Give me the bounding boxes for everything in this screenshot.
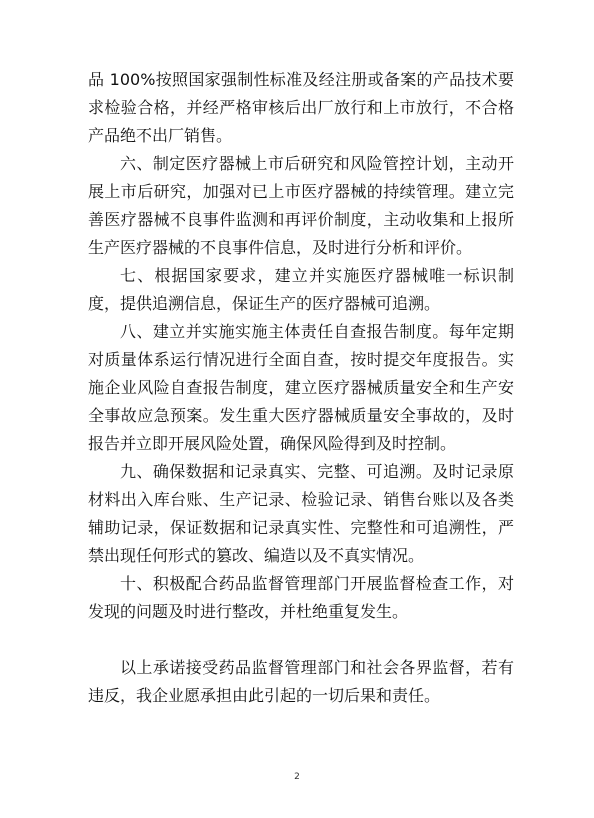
paragraph-gap — [88, 626, 514, 654]
closing-statement: 以上承诺接受药品监督管理部门和社会各界监督，若有违反，我企业愿承担由此引起的一切后果和责任。 — [88, 658, 514, 705]
document-body — [88, 66, 514, 710]
paragraph-item-9: 九、确保数据和记录真实、完整、可追溯。及时记录原材料出入库台账、生产记录、检验记录、销售台账以及各类辅助记录，保证数据和记录真实性、完整性和可追溯性，严禁出现任何形式的篡改、编造以及不真实情况。 — [88, 462, 514, 565]
paragraph-item-8: 八、建立并实施实施主体责任自查报告制度。每年定期对质量体系运行情况进行全面自查，按时提交年度报告。实施企业风险自查报告制度，建立医疗器械质量安全和生产安全事故应急预案。发生重大医疗器械质量安全事故的，及时报告并立即开展风险处置，确保风险得到及时控制。 — [88, 322, 514, 453]
paragraph-item-6: 六、制定医疗器械上市后研究和风险管控计划，主动开展上市后研究，加强对已上市医疗器械的持续管理。建立完善医疗器械不良事件监测和再评价制度，主动收集和上报所生产医疗器械的不良事件信息，及时进行分析和评价。 — [88, 154, 514, 257]
paragraph-continuation: 品 100%按照国家强制性标准及经注册或备案的产品技术要求检验合格，并经严格审核后出厂放行和上市放行，不合格产品绝不出厂销售。 — [88, 70, 514, 145]
paragraph-item-7: 七、根据国家要求，建立并实施医疗器械唯一标识制度，提供追溯信息，保证生产的医疗器械可追溯。 — [88, 266, 514, 313]
paragraph-item-10: 十、积极配合药品监督管理部门开展监督检查工作，对发现的问题及时进行整改，并杜绝重复发生。 — [88, 574, 514, 621]
page-number: 2 — [294, 772, 300, 782]
